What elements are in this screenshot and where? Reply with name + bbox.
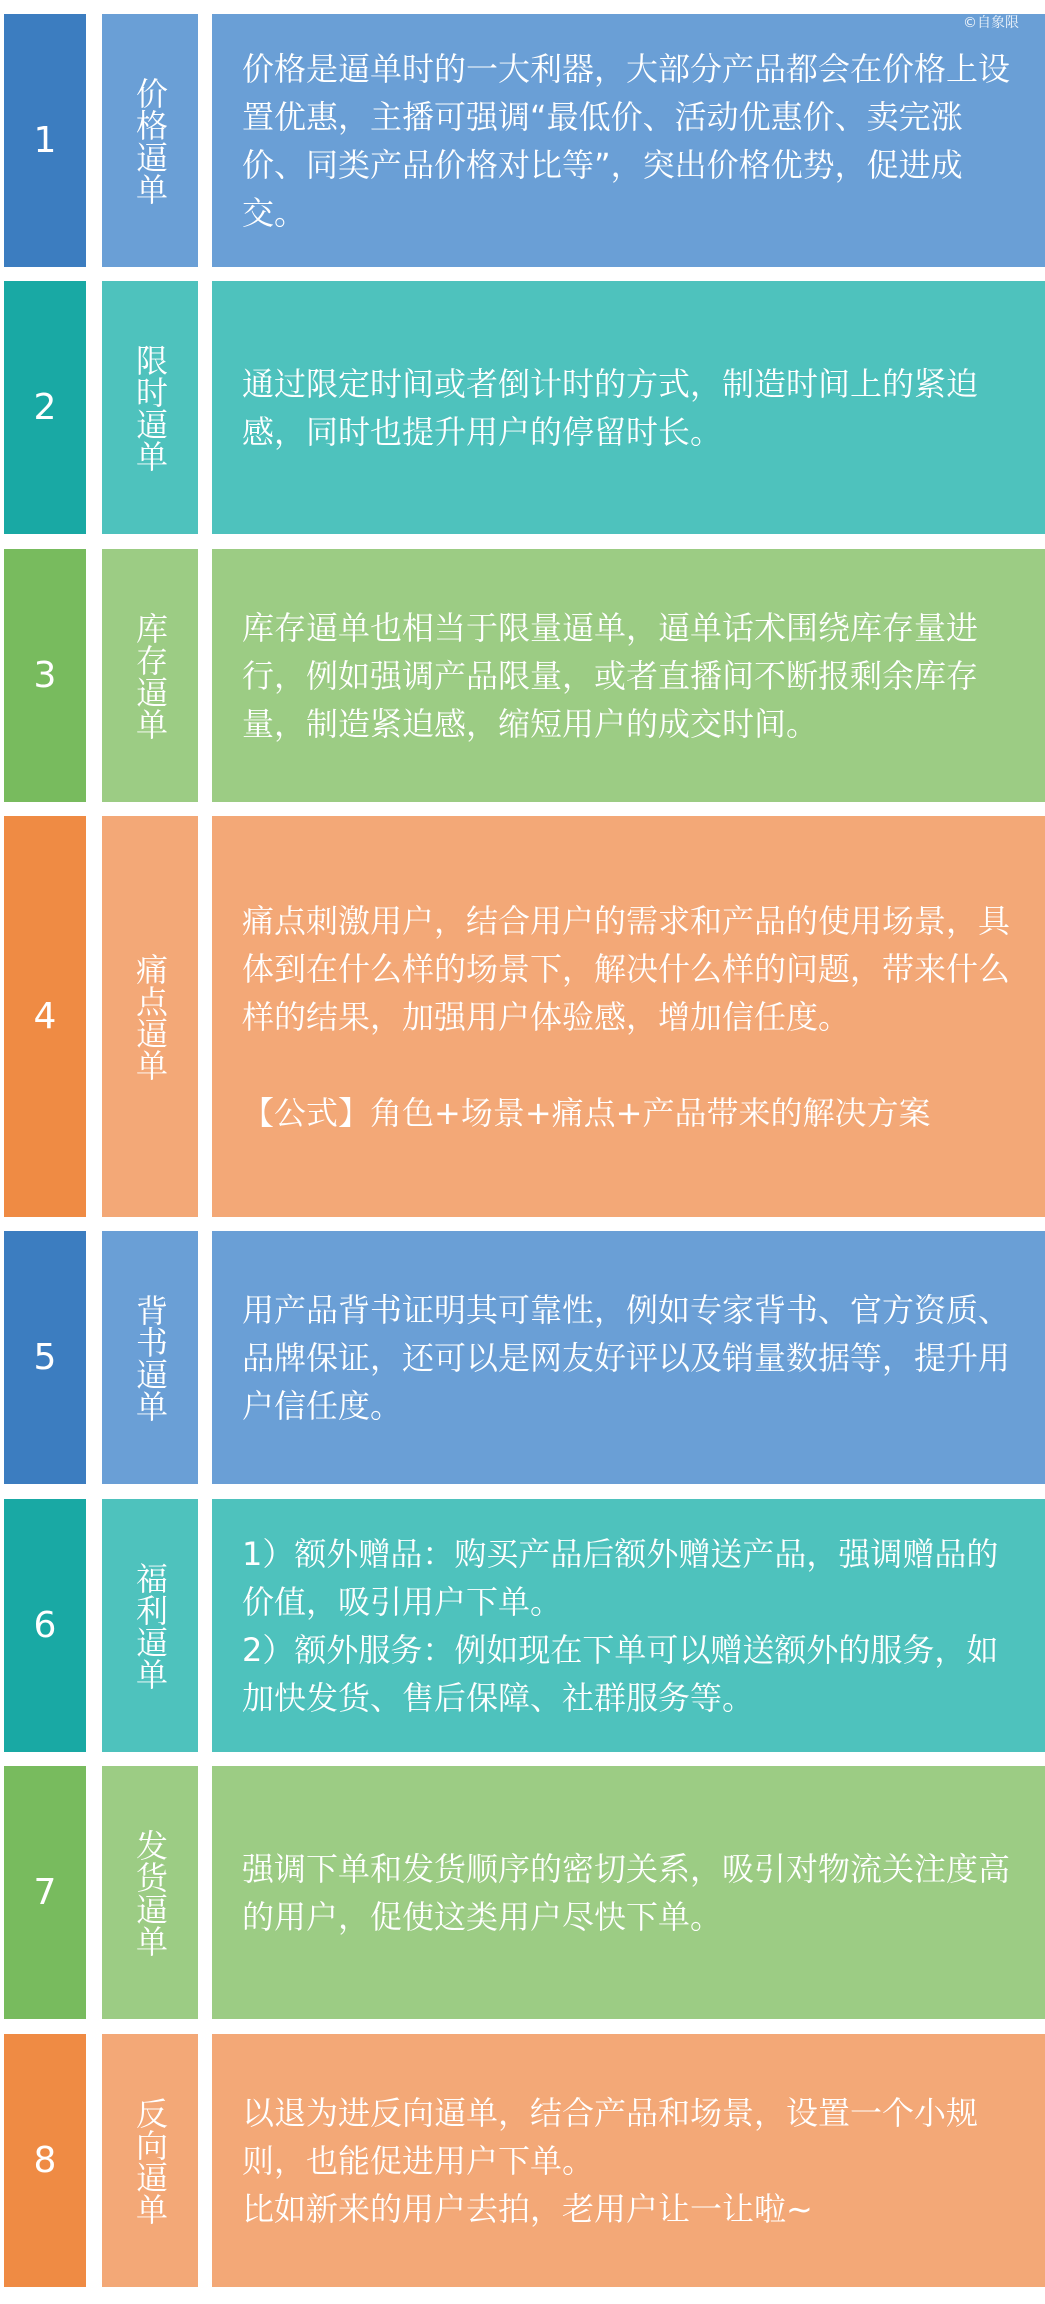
- row-description: 用产品背书证明其可靠性，例如专家背书、官方资质、品牌保证，还可以是网友好评以及销量数据等，提升用户信任度。: [212, 1231, 1045, 1484]
- row-title: 痛点逼单: [102, 816, 198, 1217]
- row-number: 3: [4, 549, 86, 802]
- row-number: 1: [4, 14, 86, 267]
- row-title: 反向逼单: [102, 2034, 198, 2287]
- row-description: 痛点刺激用户，结合用户的需求和产品的使用场景，具体到在什么样的场景下，解决什么样的问题，带来什么样的结果，加强用户体验感，增加信任度。 【公式】角色+场景+痛点+产品带来的解决方案: [212, 816, 1045, 1217]
- row-title: 发货逼单: [102, 1766, 198, 2019]
- row-title: 限时逼单: [102, 281, 198, 534]
- strategy-row-8: [4, 2034, 1045, 2287]
- row-number: 5: [4, 1231, 86, 1484]
- watermark: ©自象限: [963, 15, 1019, 31]
- row-description: 价格是逼单时的一大利器，大部分产品都会在价格上设置优惠，主播可强调“最低价、活动优惠价、卖完涨价、同类产品价格对比等”，突出价格优势，促进成交。: [212, 14, 1045, 267]
- row-title: 福利逼单: [102, 1499, 198, 1752]
- strategy-row-5: [4, 1231, 1045, 1484]
- row-description: 以退为进反向逼单，结合产品和场景，设置一个小规则，也能促进用户下单。 比如新来的用户去拍，老用户让一让啦~: [212, 2034, 1045, 2287]
- row-title: 库存逼单: [102, 549, 198, 802]
- strategy-row-6: [4, 1499, 1045, 1752]
- row-number: 6: [4, 1499, 86, 1752]
- row-number: 2: [4, 281, 86, 534]
- row-description: 通过限定时间或者倒计时的方式，制造时间上的紧迫感，同时也提升用户的停留时长。: [212, 281, 1045, 534]
- strategy-row-4: [4, 816, 1045, 1217]
- strategy-row-1: [4, 14, 1045, 267]
- row-description: 1）额外赠品：购买产品后额外赠送产品，强调赠品的价值，吸引用户下单。 2）额外服务：例如现在下单可以赠送额外的服务，如加快发货、售后保障、社群服务等。: [212, 1499, 1045, 1752]
- row-description: 库存逼单也相当于限量逼单，逼单话术围绕库存量进行，例如强调产品限量，或者直播间不断报剩余库存量，制造紧迫感，缩短用户的成交时间。: [212, 549, 1045, 802]
- strategy-row-2: [4, 281, 1045, 534]
- strategy-row-7: [4, 1766, 1045, 2019]
- row-title: 背书逼单: [102, 1231, 198, 1484]
- row-number: 4: [4, 816, 86, 1217]
- strategy-row-3: [4, 549, 1045, 802]
- row-title: 价格逼单: [102, 14, 198, 267]
- row-number: 8: [4, 2034, 86, 2287]
- row-number: 7: [4, 1766, 86, 2019]
- row-description: 强调下单和发货顺序的密切关系，吸引对物流关注度高的用户，促使这类用户尽快下单。: [212, 1766, 1045, 2019]
